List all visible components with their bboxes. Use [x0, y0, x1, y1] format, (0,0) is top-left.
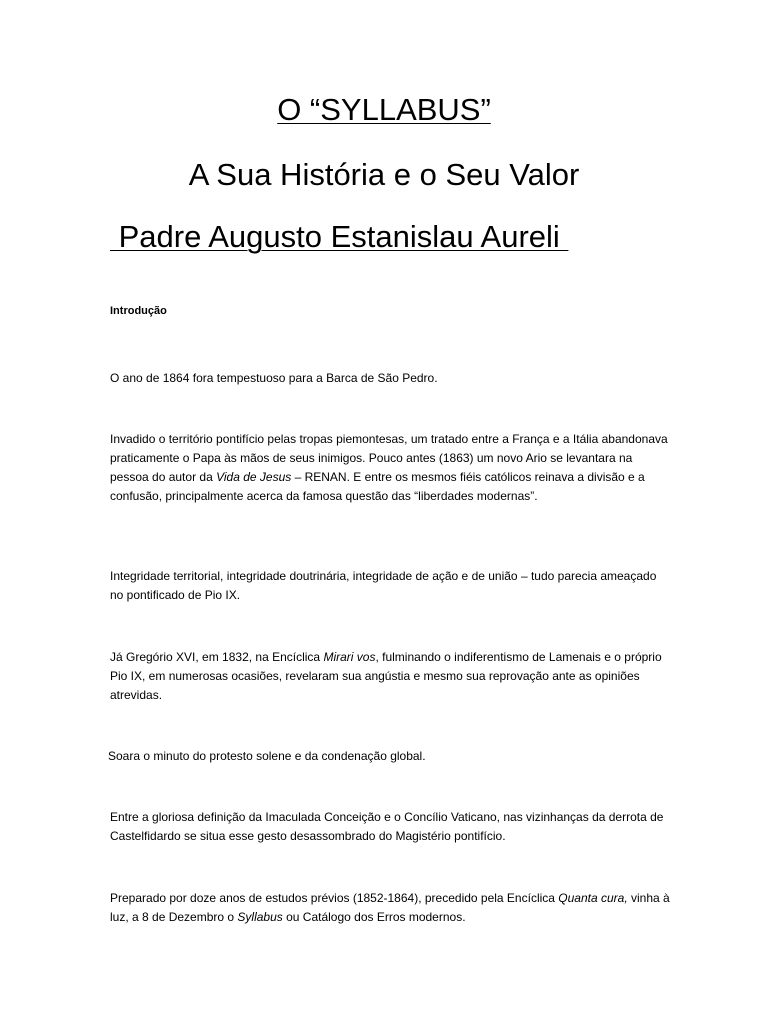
section-heading: Introdução — [110, 305, 167, 317]
paragraph-2-text-b: – RENAN. E entre os mesmos fiéis católicos reinava a divisão e a confusão, principalmente acerca da famosa questão das “liberdades modernas”. — [110, 470, 645, 503]
paragraph-7 — [110, 889, 670, 927]
paragraph-7-italic-2: Syllabus — [237, 910, 283, 924]
document-title: O “SYLLABUS” — [277, 92, 491, 127]
paragraph-7-text-b: vinha à luz, a 8 de Dezembro o — [110, 891, 670, 924]
paragraph-2-text-a: Invadido o território pontifício pelas tropas piemontesas, um tratado entre a França e a Itália abandonava praticamente o Papa às mãos de seus inimigos. Pouco antes (1863) um novo Ario se levantara na pessoa do autor da — [110, 432, 668, 484]
paragraph-3: Integridade territorial, integridade doutrinária, integridade de ação e de união – tudo parecia ameaçado no pontificado de Pio IX. — [110, 569, 657, 602]
paragraph-2-italic: Vida de Jesus — [216, 470, 292, 484]
document-author: Padre Augusto Estanislau Aureli — [110, 219, 569, 254]
paragraph-1: O ano de 1864 fora tempestuoso para a Barca de São Pedro. — [110, 371, 438, 385]
paragraph-4-italic: Mirari vos — [323, 650, 376, 664]
paragraph-2 — [110, 430, 670, 506]
paragraph-4-text-b: , fulminando o indiferentismo de Lamenais e o próprio Pio IX, em numerosas ocasiões, revelaram sua angústia e mesmo sua reprovação ante as opiniões atrevidas. — [110, 650, 662, 702]
paragraph-4 — [110, 648, 670, 705]
paragraph-6: Entre a gloriosa definição da Imaculada Conceição e o Concílio Vaticano, nas vizinhanças da derrota de Castelfidardo se situa esse gesto desassombrado do Magistério pontifício. — [110, 810, 664, 843]
paragraph-5: Soara o minuto do protesto solene e da condenação global. — [108, 749, 426, 763]
document-subtitle: A Sua História e o Seu Valor — [188, 157, 580, 192]
paragraph-7-text-c: ou Catálogo dos Erros modernos. — [282, 910, 466, 924]
paragraph-7-text-a: Preparado por doze anos de estudos prévios (1852-1864), precedido pela Encíclica — [110, 891, 559, 905]
paragraph-4-text-a: Já Gregório XVI, em 1832, na Encíclica — [110, 650, 324, 664]
paragraph-7-italic-1: Quanta cura, — [558, 891, 628, 905]
